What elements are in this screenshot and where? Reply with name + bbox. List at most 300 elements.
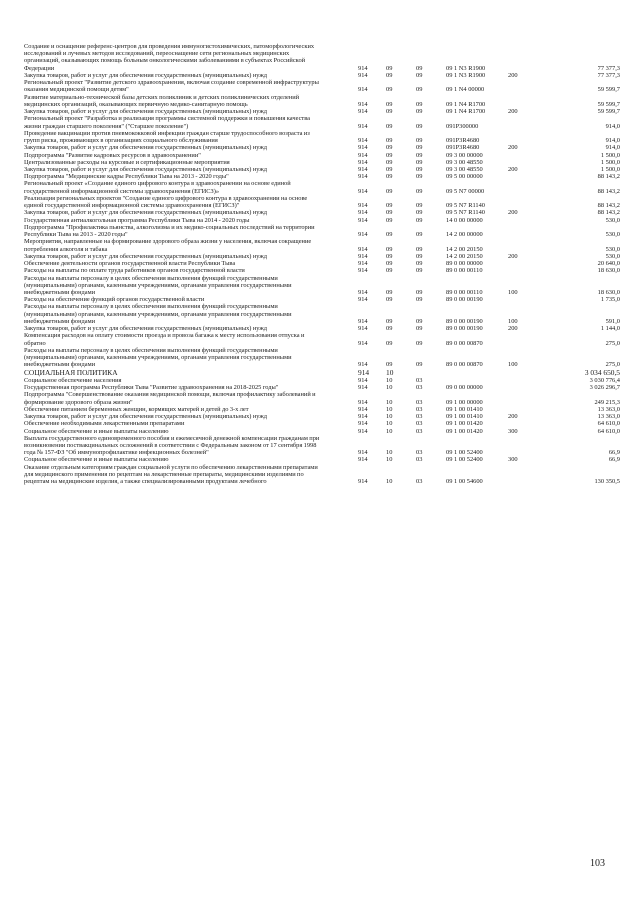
cell-target: 09 5 N7 00000 <box>446 187 485 195</box>
cell-section: 10 <box>386 376 393 384</box>
row-name: Мероприятия, направленные на формирование здорового образа жизни у населения, включая сокращение потребления алкоголя и табака <box>24 238 312 253</box>
cell-subsection: 09 <box>416 209 423 217</box>
cell-section: 09 <box>386 361 393 369</box>
cell-target <box>446 369 508 377</box>
cell-subsection: 09 <box>416 64 423 72</box>
cell-kind <box>508 43 544 72</box>
cell-section: 10 <box>386 384 393 392</box>
cell-target: 091P3R4680 <box>446 137 480 145</box>
column-gap <box>328 94 358 108</box>
cell-amount: 66,9 <box>608 456 620 464</box>
column-gap <box>328 296 358 303</box>
cell-target: 89 0 00 00190 <box>446 317 483 325</box>
cell-amount: 77 377,3 <box>597 64 620 72</box>
cell-subsection: 09 <box>416 137 423 145</box>
cell-section: 09 <box>386 260 393 268</box>
cell-subsection: 09 <box>416 144 423 152</box>
row-name: Обеспечение деятельности органов государственной власти Республики Тыва <box>24 260 236 268</box>
cell-ministry: 914 <box>358 202 368 210</box>
cell-section: 09 <box>386 122 393 130</box>
cell-amount: 59 599,7 <box>597 86 620 94</box>
cell-section: 09 <box>386 252 393 260</box>
cell-section: 09 <box>386 165 393 173</box>
cell-amount: 1 500,0 <box>600 151 620 159</box>
cell-ministry: 914 <box>358 151 368 159</box>
table-row <box>24 94 620 108</box>
cell-amount: 530,0 <box>605 216 620 224</box>
cell-subsection: 09 <box>416 231 423 239</box>
cell-kind: 200 <box>508 325 518 333</box>
table-row <box>24 369 620 377</box>
row-name: Расходы на обеспечение функций органов государственной власти <box>24 296 205 304</box>
cell-amount: 1 500,0 <box>600 165 620 173</box>
row-name: Закупка товаров, работ и услуг для обеспечения государственных (муниципальных) нужд <box>24 71 268 79</box>
cell-section: 10 <box>386 413 393 421</box>
cell-kind <box>508 152 544 159</box>
cell-target: 09 1 N4 00000 <box>446 86 485 94</box>
column-gap <box>328 238 358 252</box>
cell-ministry: 914 <box>358 100 368 108</box>
table-row <box>24 377 620 384</box>
cell-target: 09 1 00 52400 <box>446 456 483 464</box>
cell-target: 89 0 00 00000 <box>446 260 483 268</box>
column-gap <box>328 464 358 486</box>
cell-target: 14 0 00 00000 <box>446 216 483 224</box>
cell-ministry: 914 <box>358 405 368 413</box>
cell-kind <box>508 238 544 252</box>
cell-ministry: 914 <box>358 144 368 152</box>
cell-ministry: 914 <box>358 64 368 72</box>
cell-section: 09 <box>386 209 393 217</box>
row-name: Оказание отдельным категориям граждан социальной услуги по обеспечению лекарственными препаратами для медицинского применения по рецептам на лекарственные препараты, медицинскими изделиями по рецептам на медицинские изделия, а также специализированными продуктами лечебного <box>24 463 318 486</box>
cell-target: 89 0 00 00110 <box>446 288 483 296</box>
cell-target: 09 3 00 00000 <box>446 151 483 159</box>
cell-kind <box>508 406 544 413</box>
cell-subsection: 09 <box>416 151 423 159</box>
cell-ministry: 914 <box>358 137 368 145</box>
column-gap <box>328 79 358 93</box>
cell-section: 09 <box>386 71 393 79</box>
cell-section: 09 <box>386 325 393 333</box>
row-name: Проведение вакцинации против пневмококковой инфекции граждан старше трудоспособного возраста из групп риска, проживающих в организациях социального обслуживания <box>24 129 310 145</box>
cell-section: 09 <box>386 216 393 224</box>
cell-subsection: 03 <box>416 376 423 384</box>
cell-section: 09 <box>386 288 393 296</box>
cell-ministry: 914 <box>358 325 368 333</box>
cell-kind: 200 <box>508 108 518 116</box>
cell-section: 10 <box>386 478 393 486</box>
cell-section: 10 <box>386 367 394 377</box>
cell-amount: 1 144,0 <box>600 325 620 333</box>
cell-target: 09 1 N3 R1900 <box>446 71 486 79</box>
column-gap <box>328 159 358 166</box>
budget-table-page <box>24 43 620 486</box>
cell-ministry: 914 <box>358 361 368 369</box>
cell-kind <box>508 159 544 166</box>
cell-ministry: 914 <box>358 296 368 304</box>
table-row <box>24 144 620 151</box>
cell-subsection: 09 <box>416 158 423 166</box>
cell-subsection: 09 <box>416 202 423 210</box>
column-gap <box>328 173 358 180</box>
cell-section: 09 <box>386 245 393 253</box>
cell-subsection: 03 <box>416 413 423 421</box>
cell-target: 89 0 00 00870 <box>446 361 483 369</box>
cell-ministry: 914 <box>358 420 368 428</box>
cell-amount: 130 350,5 <box>594 478 620 486</box>
cell-kind <box>508 464 544 486</box>
cell-subsection: 09 <box>416 86 423 94</box>
column-gap <box>328 267 358 274</box>
cell-section: 09 <box>386 151 393 159</box>
column-gap <box>328 72 358 79</box>
table-row <box>24 267 620 274</box>
table-row <box>24 260 620 267</box>
cell-subsection: 09 <box>416 325 423 333</box>
table-row <box>24 217 620 224</box>
row-name: Закупка товаров, работ и услуг для обеспечения государственных (муниципальных) нужд <box>24 325 268 333</box>
cell-target: 09 1 N4 R1700 <box>446 108 486 116</box>
table-row <box>24 152 620 159</box>
cell-ministry: 914 <box>358 245 368 253</box>
cell-section: 09 <box>386 317 393 325</box>
row-name: Подпрограмма "Совершенствование оказания медицинской помощи, включая профилактику заболеваний и формирование здорового образа жизни" <box>24 391 316 406</box>
cell-ministry: 914 <box>358 231 368 239</box>
cell-kind <box>508 377 544 384</box>
cell-subsection: 09 <box>416 122 423 130</box>
cell-kind <box>508 115 544 129</box>
column-gap <box>328 377 358 384</box>
cell-ministry: 914 <box>358 165 368 173</box>
row-name: Закупка товаров, работ и услуг для обеспечения государственных (муниципальных) нужд <box>24 165 268 173</box>
cell-section: 09 <box>386 158 393 166</box>
cell-section: 09 <box>386 267 393 275</box>
column-gap <box>328 275 358 297</box>
cell-kind <box>508 130 544 144</box>
cell-subsection: 03 <box>416 456 423 464</box>
row-name: Закупка товаров, работ и услуг для обеспечения государственных (муниципальных) нужд <box>24 252 268 260</box>
table-row <box>24 332 620 346</box>
row-name: Компенсация расходов на оплату стоимости проезда и провоза багажа к месту использования отпуска и обратно <box>24 332 305 347</box>
cell-target: 09 1 00 00000 <box>446 398 483 406</box>
column-gap <box>328 347 358 369</box>
cell-target: 09 5 N7 R1140 <box>446 209 485 217</box>
cell-target: 14 2 00 00000 <box>446 231 483 239</box>
cell-kind: 300 <box>508 427 518 435</box>
row-name: СОЦИАЛЬНАЯ ПОЛИТИКА <box>24 367 118 377</box>
cell-subsection: 09 <box>416 288 423 296</box>
cell-subsection: 03 <box>416 384 423 392</box>
cell-target: 14 2 00 20150 <box>446 245 483 253</box>
cell-target: 09 3 00 48550 <box>446 158 483 166</box>
column-gap <box>328 209 358 216</box>
cell-target: 09 0 00 00000 <box>446 384 483 392</box>
cell-target: 89 0 00 00870 <box>446 339 483 347</box>
cell-subsection: 09 <box>416 252 423 260</box>
row-name: Расходы на выплаты по оплате труда работников органов государственной власти <box>24 267 245 275</box>
cell-ministry: 914 <box>358 71 368 79</box>
cell-ministry: 914 <box>358 367 370 377</box>
cell-section: 10 <box>386 405 393 413</box>
column-gap <box>328 456 358 463</box>
table-row <box>24 130 620 144</box>
row-name: Подпрограмма "Развитие кадровых ресурсов в здравоохранении" <box>24 151 201 159</box>
column-gap <box>328 413 358 420</box>
column-gap <box>328 406 358 413</box>
row-name: Социальное обеспечение населения <box>24 376 122 384</box>
cell-kind <box>508 180 544 194</box>
cell-ministry: 914 <box>358 317 368 325</box>
cell-section: 09 <box>386 137 393 145</box>
cell-target: 09 1 00 54600 <box>446 478 483 486</box>
column-gap <box>328 435 358 457</box>
cell-kind: 200 <box>508 209 518 217</box>
cell-kind <box>508 195 544 209</box>
cell-amount: 914,0 <box>605 144 620 152</box>
cell-kind <box>508 296 544 303</box>
row-name: Обеспечение необходимыми лекарственными препаратами <box>24 420 185 428</box>
cell-kind <box>508 260 544 267</box>
column-gap <box>328 369 358 377</box>
cell-kind <box>508 173 544 180</box>
table-row <box>24 108 620 115</box>
cell-subsection: 09 <box>416 267 423 275</box>
cell-subsection: 03 <box>416 449 423 457</box>
column-gap <box>328 260 358 267</box>
table-row <box>24 159 620 166</box>
cell-subsection: 09 <box>416 339 423 347</box>
cell-amount: 275,0 <box>605 339 620 347</box>
cell-ministry: 914 <box>358 384 368 392</box>
cell-kind <box>508 79 544 93</box>
column-gap <box>328 253 358 260</box>
cell-subsection: 09 <box>416 173 423 181</box>
cell-target: 09 3 00 48550 <box>446 165 483 173</box>
row-name: Подпрограмма "Профилактика пьянства, алкоголизма и их медико-социальных последствий на территории Республики Тыва на 2013 - 2020 годы" <box>24 223 315 239</box>
column-gap <box>328 115 358 129</box>
cell-amount: 88 143,2 <box>597 187 620 195</box>
column-gap <box>328 166 358 173</box>
cell-section: 09 <box>386 64 393 72</box>
cell-kind: 200 <box>508 252 518 260</box>
cell-target: 09 1 00 01420 <box>446 427 483 435</box>
cell-kind <box>508 391 544 405</box>
row-name: Закупка товаров, работ и услуг для обеспечения государственных (муниципальных) нужд <box>24 144 268 152</box>
cell-kind: 200 <box>508 144 518 152</box>
row-name: Развитие материально-технической базы детских поликлиник и детских поликлинических отделений медицинских организаций, оказывающих первичную медико-санитарную помощь <box>24 93 300 108</box>
cell-amount: 18 630,0 <box>597 288 620 296</box>
cell-ministry: 914 <box>358 376 368 384</box>
column-gap <box>328 152 358 159</box>
table-row <box>24 406 620 413</box>
cell-amount: 530,0 <box>605 245 620 253</box>
table-row <box>24 238 620 252</box>
cell-target: 09 1 00 01420 <box>446 420 483 428</box>
cell-subsection: 09 <box>416 100 423 108</box>
cell-section: 09 <box>386 296 393 304</box>
cell-kind: 100 <box>508 361 518 369</box>
cell-amount: 3 030 776,4 <box>589 376 620 384</box>
column-gap <box>328 420 358 427</box>
row-name: Закупка товаров, работ и услуг для обеспечения государственных (муниципальных) нужд <box>24 413 268 421</box>
row-name: Закупка товаров, работ и услуг для обеспечения государственных (муниципальных) нужд <box>24 209 268 217</box>
cell-kind: 100 <box>508 317 518 325</box>
cell-amount: 88 143,2 <box>597 173 620 181</box>
cell-subsection: 09 <box>416 317 423 325</box>
cell-amount: 275,0 <box>605 361 620 369</box>
cell-target <box>446 377 508 384</box>
cell-subsection: 09 <box>416 245 423 253</box>
cell-kind <box>508 384 544 391</box>
table-row <box>24 166 620 173</box>
column-gap <box>328 108 358 115</box>
cell-ministry: 914 <box>358 252 368 260</box>
row-name: Социальное обеспечение и иные выплаты населению <box>24 427 169 435</box>
table-row <box>24 325 620 332</box>
cell-section: 10 <box>386 398 393 406</box>
cell-amount: 64 610,0 <box>597 427 620 435</box>
cell-section: 09 <box>386 173 393 181</box>
cell-ministry: 914 <box>358 187 368 195</box>
cell-amount: 914,0 <box>605 122 620 130</box>
cell-kind <box>508 435 544 457</box>
cell-section: 09 <box>386 202 393 210</box>
cell-section: 10 <box>386 420 393 428</box>
cell-ministry: 914 <box>358 456 368 464</box>
cell-amount: 59 599,7 <box>597 108 620 116</box>
cell-section: 09 <box>386 108 393 116</box>
row-name: Государственная антиалкогольная программа Республики Тыва на 2014 - 2020 годы <box>24 216 250 224</box>
cell-subsection <box>416 369 446 377</box>
column-gap <box>328 325 358 332</box>
column-gap <box>328 428 358 435</box>
table-row <box>24 275 620 297</box>
cell-target: 89 0 00 00190 <box>446 296 483 304</box>
cell-subsection: 03 <box>416 398 423 406</box>
cell-kind: 200 <box>508 165 518 173</box>
cell-section: 09 <box>386 86 393 94</box>
cell-amount: 1 735,0 <box>600 296 620 304</box>
cell-amount: 591,0 <box>605 317 620 325</box>
table-row <box>24 347 620 369</box>
table-row <box>24 173 620 180</box>
table-row <box>24 391 620 405</box>
cell-subsection: 09 <box>416 296 423 304</box>
cell-ministry: 914 <box>358 260 368 268</box>
table-row <box>24 384 620 391</box>
column-gap <box>328 43 358 72</box>
cell-ministry: 914 <box>358 86 368 94</box>
cell-amount: 530,0 <box>605 231 620 239</box>
row-name: Региональный проект "Разработка и реализация программы системной поддержки и повышения качества жизни граждан старшего поколения" ("Старшее поколение") <box>24 115 310 130</box>
cell-amount: 249 215,3 <box>594 398 620 406</box>
cell-section: 09 <box>386 339 393 347</box>
column-gap <box>328 144 358 151</box>
cell-ministry: 914 <box>358 449 368 457</box>
row-name: Реализация региональных проектов "Создание единого цифрового контура в здравоохранении на основе единой государственной информационной системы здравоохранения (ЕГИСЗ)" <box>24 194 308 210</box>
column-gap <box>328 195 358 209</box>
table-row <box>24 296 620 303</box>
cell-subsection: 09 <box>416 71 423 79</box>
cell-subsection: 09 <box>416 260 423 268</box>
cell-amount: 77 377,3 <box>597 71 620 79</box>
column-gap <box>328 217 358 224</box>
table-row <box>24 72 620 79</box>
cell-subsection: 09 <box>416 165 423 173</box>
cell-subsection: 09 <box>416 187 423 195</box>
cell-subsection: 09 <box>416 361 423 369</box>
cell-subsection: 03 <box>416 427 423 435</box>
cell-target: 09 5 N7 R1140 <box>446 202 485 210</box>
cell-ministry: 914 <box>358 158 368 166</box>
row-name: Обеспечение питанием беременных женщин, кормящих матерей и детей до 3-х лет <box>24 405 249 413</box>
cell-section: 09 <box>386 100 393 108</box>
column-gap <box>328 391 358 405</box>
cell-kind: 300 <box>508 456 518 464</box>
cell-kind <box>508 369 544 377</box>
cell-amount: 59 599,7 <box>597 100 620 108</box>
table-row <box>24 43 620 72</box>
cell-kind: 100 <box>508 288 518 296</box>
row-name: Социальное обеспечение и иные выплаты населению <box>24 456 169 464</box>
cell-ministry: 914 <box>358 339 368 347</box>
cell-target: 091P3R4680 <box>446 144 480 152</box>
cell-amount: 88 143,2 <box>597 209 620 217</box>
cell-subsection: 09 <box>416 216 423 224</box>
table-row <box>24 413 620 420</box>
table-row <box>24 428 620 435</box>
cell-ministry: 914 <box>358 216 368 224</box>
table-row <box>24 180 620 194</box>
column-gap <box>328 224 358 238</box>
cell-ministry: 914 <box>358 288 368 296</box>
cell-section: 10 <box>386 456 393 464</box>
cell-amount: 530,0 <box>605 252 620 260</box>
cell-ministry: 914 <box>358 122 368 130</box>
cell-target: 09 1 N4 R1700 <box>446 100 486 108</box>
table-row <box>24 115 620 129</box>
cell-amount: 1 500,0 <box>600 158 620 166</box>
row-name: Выплата государственного единовременного пособия и ежемесячной денежной компенсации гражданам при возникновении поствакцинальных осложнений в соответствии с Федеральным законом от 17 сентября 1998 года № 157-ФЗ "Об иммунопрофилактике инфекционных болезней" <box>24 434 320 457</box>
row-name: Региональный проект "Развитие детского здравоохранения, включая создание современной инфраструктуры оказания медицинской помощи детям" <box>24 79 319 94</box>
cell-subsection: 03 <box>416 420 423 428</box>
cell-ministry: 914 <box>358 427 368 435</box>
cell-amount: 20 640,0 <box>597 260 620 268</box>
row-name: Централизованные расходы на курсовые и сертификационные мероприятия <box>24 158 230 166</box>
row-name: Подпрограмма "Медицинские кадры Республики Тыва на 2013 - 2020 годы" <box>24 173 229 181</box>
cell-target: 09 1 00 52400 <box>446 449 483 457</box>
row-name: Создание и оснащение референс-центров для проведения иммуногистохимических, патоморфологических исследований и лучевых методов исследований, переоснащение сети региональных медицинских организаций, оказывающих помощь больным онкологическими заболеваниями в субъектах Российской Федерации <box>24 43 315 72</box>
table-row <box>24 464 620 486</box>
cell-subsection: 03 <box>416 478 423 486</box>
cell-ministry: 914 <box>358 398 368 406</box>
cell-amount: 66,9 <box>608 449 620 457</box>
cell-target: 89 0 00 00190 <box>446 325 483 333</box>
cell-ministry: 914 <box>358 267 368 275</box>
cell-target: 091P300000 <box>446 122 479 130</box>
cell-amount: 18 630,0 <box>597 267 620 275</box>
cell-amount: 13 363,0 <box>597 413 620 421</box>
cell-amount: 914,0 <box>605 137 620 145</box>
table-row <box>24 209 620 216</box>
cell-amount: 13 363,0 <box>597 405 620 413</box>
cell-kind: 200 <box>508 71 518 79</box>
cell-subsection: 09 <box>416 108 423 116</box>
cell-section: 09 <box>386 144 393 152</box>
cell-amount: 3 034 650,5 <box>584 367 620 377</box>
cell-target: 09 5 00 00000 <box>446 173 483 181</box>
cell-ministry: 914 <box>358 108 368 116</box>
